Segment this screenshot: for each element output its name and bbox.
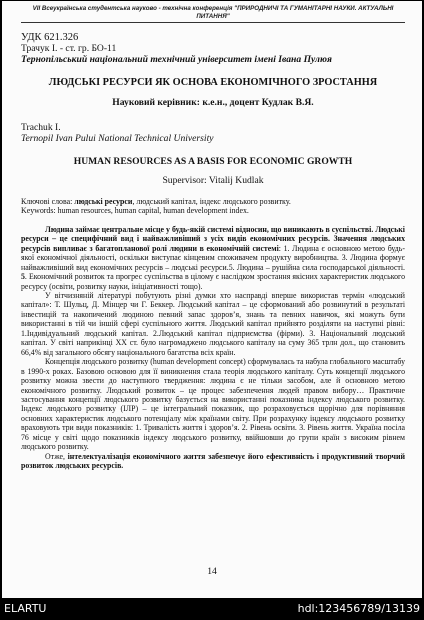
author-en: Trachuk I. <box>21 122 61 133</box>
p1-bold-1: Людина займає центральне місце у будь-якій системі відносин, що виникають в суспільстві. Людські ресурси – це специфічний вид і найважливіший з усіх видів економічних ресурсів. Значення людських ресурсів випливає з багатопланової ролі людини в економічній системі <box>21 224 405 253</box>
page-content <box>21 1 405 471</box>
p1-text-1: : 1. Людина є основною метою будь-якої економічної діяльності, оскільки виступає кінцевим споживачем продукту виробництва. 3. Людина формує найважливіший вид економічних ресурсів – людські ресурси.5. Людина – рушійна сила господарської діяльності. <box>21 243 405 272</box>
p1-text-2: . Економічний розвиток та прогрес суспільства в цілому є наслідком зростання якісних характеристик людського ресурсу (освіти, розвитку науки, ініціативності тощо). <box>21 272 405 291</box>
p4-text: Отже, <box>45 451 68 461</box>
keywords-ua-prefix: Ключові слова: <box>21 197 75 206</box>
title-en: HUMAN RESOURCES AS A BASIS FOR ECONOMIC GROWTH <box>73 156 353 167</box>
handle-id: hdl:123456789/13139 <box>297 602 420 615</box>
paragraph-3: Концепція людського розвитку (human development concept) сформувалась та набула глобального масштабу в 1990-х роках. Базовою основою для її виникнення стала теорія людського капіталу. Суть концепції людського розвитку можна звести до наступного твердження: людина є не тільки засобом, але й основною метою економічного розвитку. Людський розвиток – це процес забезпечення людей правом вибору… Практичне застосування концепції людського розвитку базується на використанні показника індексу людського розвитку. Індекс людського розвитку (ІЛР) – це інтегральний показник, що розраховується щорічно для порівняння основних характеристик людського потенціалу між країнами світу. При розрахунку індексу людського розвитку враховують три види показників: 1. Тривалість життя і здоров’я. 2. Рівень освіти. 3. Рівень життя. Україна посіла 76 місце у світі щодо показників індексу людського розвитку, ввійшовши до групи країн з високим рівнем людського розвитку. <box>21 357 406 452</box>
keywords-en: Keywords: human resources, human capital, human development index. <box>21 206 249 216</box>
repository-name: ELARTU <box>4 602 47 615</box>
p4-bold: інтелектуалізація економічного життя забезпечує його ефективність і продуктивний творчий розвиток людських ресурсів. <box>21 451 405 471</box>
supervisor-en: Supervisor: Vitalij Kudlak <box>162 175 264 186</box>
document-page <box>2 1 422 598</box>
university-en: Ternopil Ivan Pului National Technical University <box>21 133 214 144</box>
university-ua: Тернопільський національний технічний університет імені Івана Пулюя <box>21 54 332 65</box>
viewer-footer <box>0 598 424 620</box>
keywords-block <box>21 197 405 216</box>
paragraph-2: У вітчизняній літературі побутують різні думки хто насправді вперше використав термін «людський капітал»: Т. Шульц, Д. Мінцер чи Г. Беккер. Людський капітал – це сформований або розвинутий в результаті інвестицій та накопичений людиною певний запас здоров’я, знань та певних навичок, які можуть бути використанні в тій чи іншій сфері суспільного життя. Людський капітал прийнято розділяти на наступні рівні: 1.Індивідуальний людський капітал. 2.Людський капітал підприємства (фірми). 3. Національний людський капітал. У світі наприкінці ХХ ст. було нагромаджено людського капіталу на суму 365 трлн дол., що становить 66,4% від загального обсягу національного багатства всіх країн. <box>21 290 405 357</box>
author-group: Трачук І. - ст. гр. БО-11 <box>21 43 117 54</box>
page-number: 14 <box>207 566 217 577</box>
conference-header: VII Всеукраїнська студентська науково - технічна конференція "ПРИРОДНИЧІ ТА ГУМАНІТАРНІ НАУКИ. АКТУАЛЬНІ ПИТАННЯ" <box>32 5 394 20</box>
p1-bold-2: 5 <box>21 272 25 282</box>
paragraph-4 <box>21 452 405 471</box>
paragraph-1 <box>21 225 405 291</box>
article-body <box>21 225 405 471</box>
header-rule <box>21 22 405 23</box>
supervisor-ua: Науковий керівник: к.е.н., доцент Кудлак В.Я. <box>112 97 314 108</box>
keywords-ua-rest: , людський капітал, індекс людського розвитку. <box>132 197 291 206</box>
title-ua: ЛЮДСЬКІ РЕСУРСИ ЯК ОСНОВА ЕКОНОМІЧНОГО ЗРОСТАННЯ <box>48 77 378 88</box>
keywords-ua-bold: людські ресурси <box>74 197 133 206</box>
udk-code: УДК 621.326 <box>21 32 79 43</box>
keywords-ua <box>21 197 405 206</box>
